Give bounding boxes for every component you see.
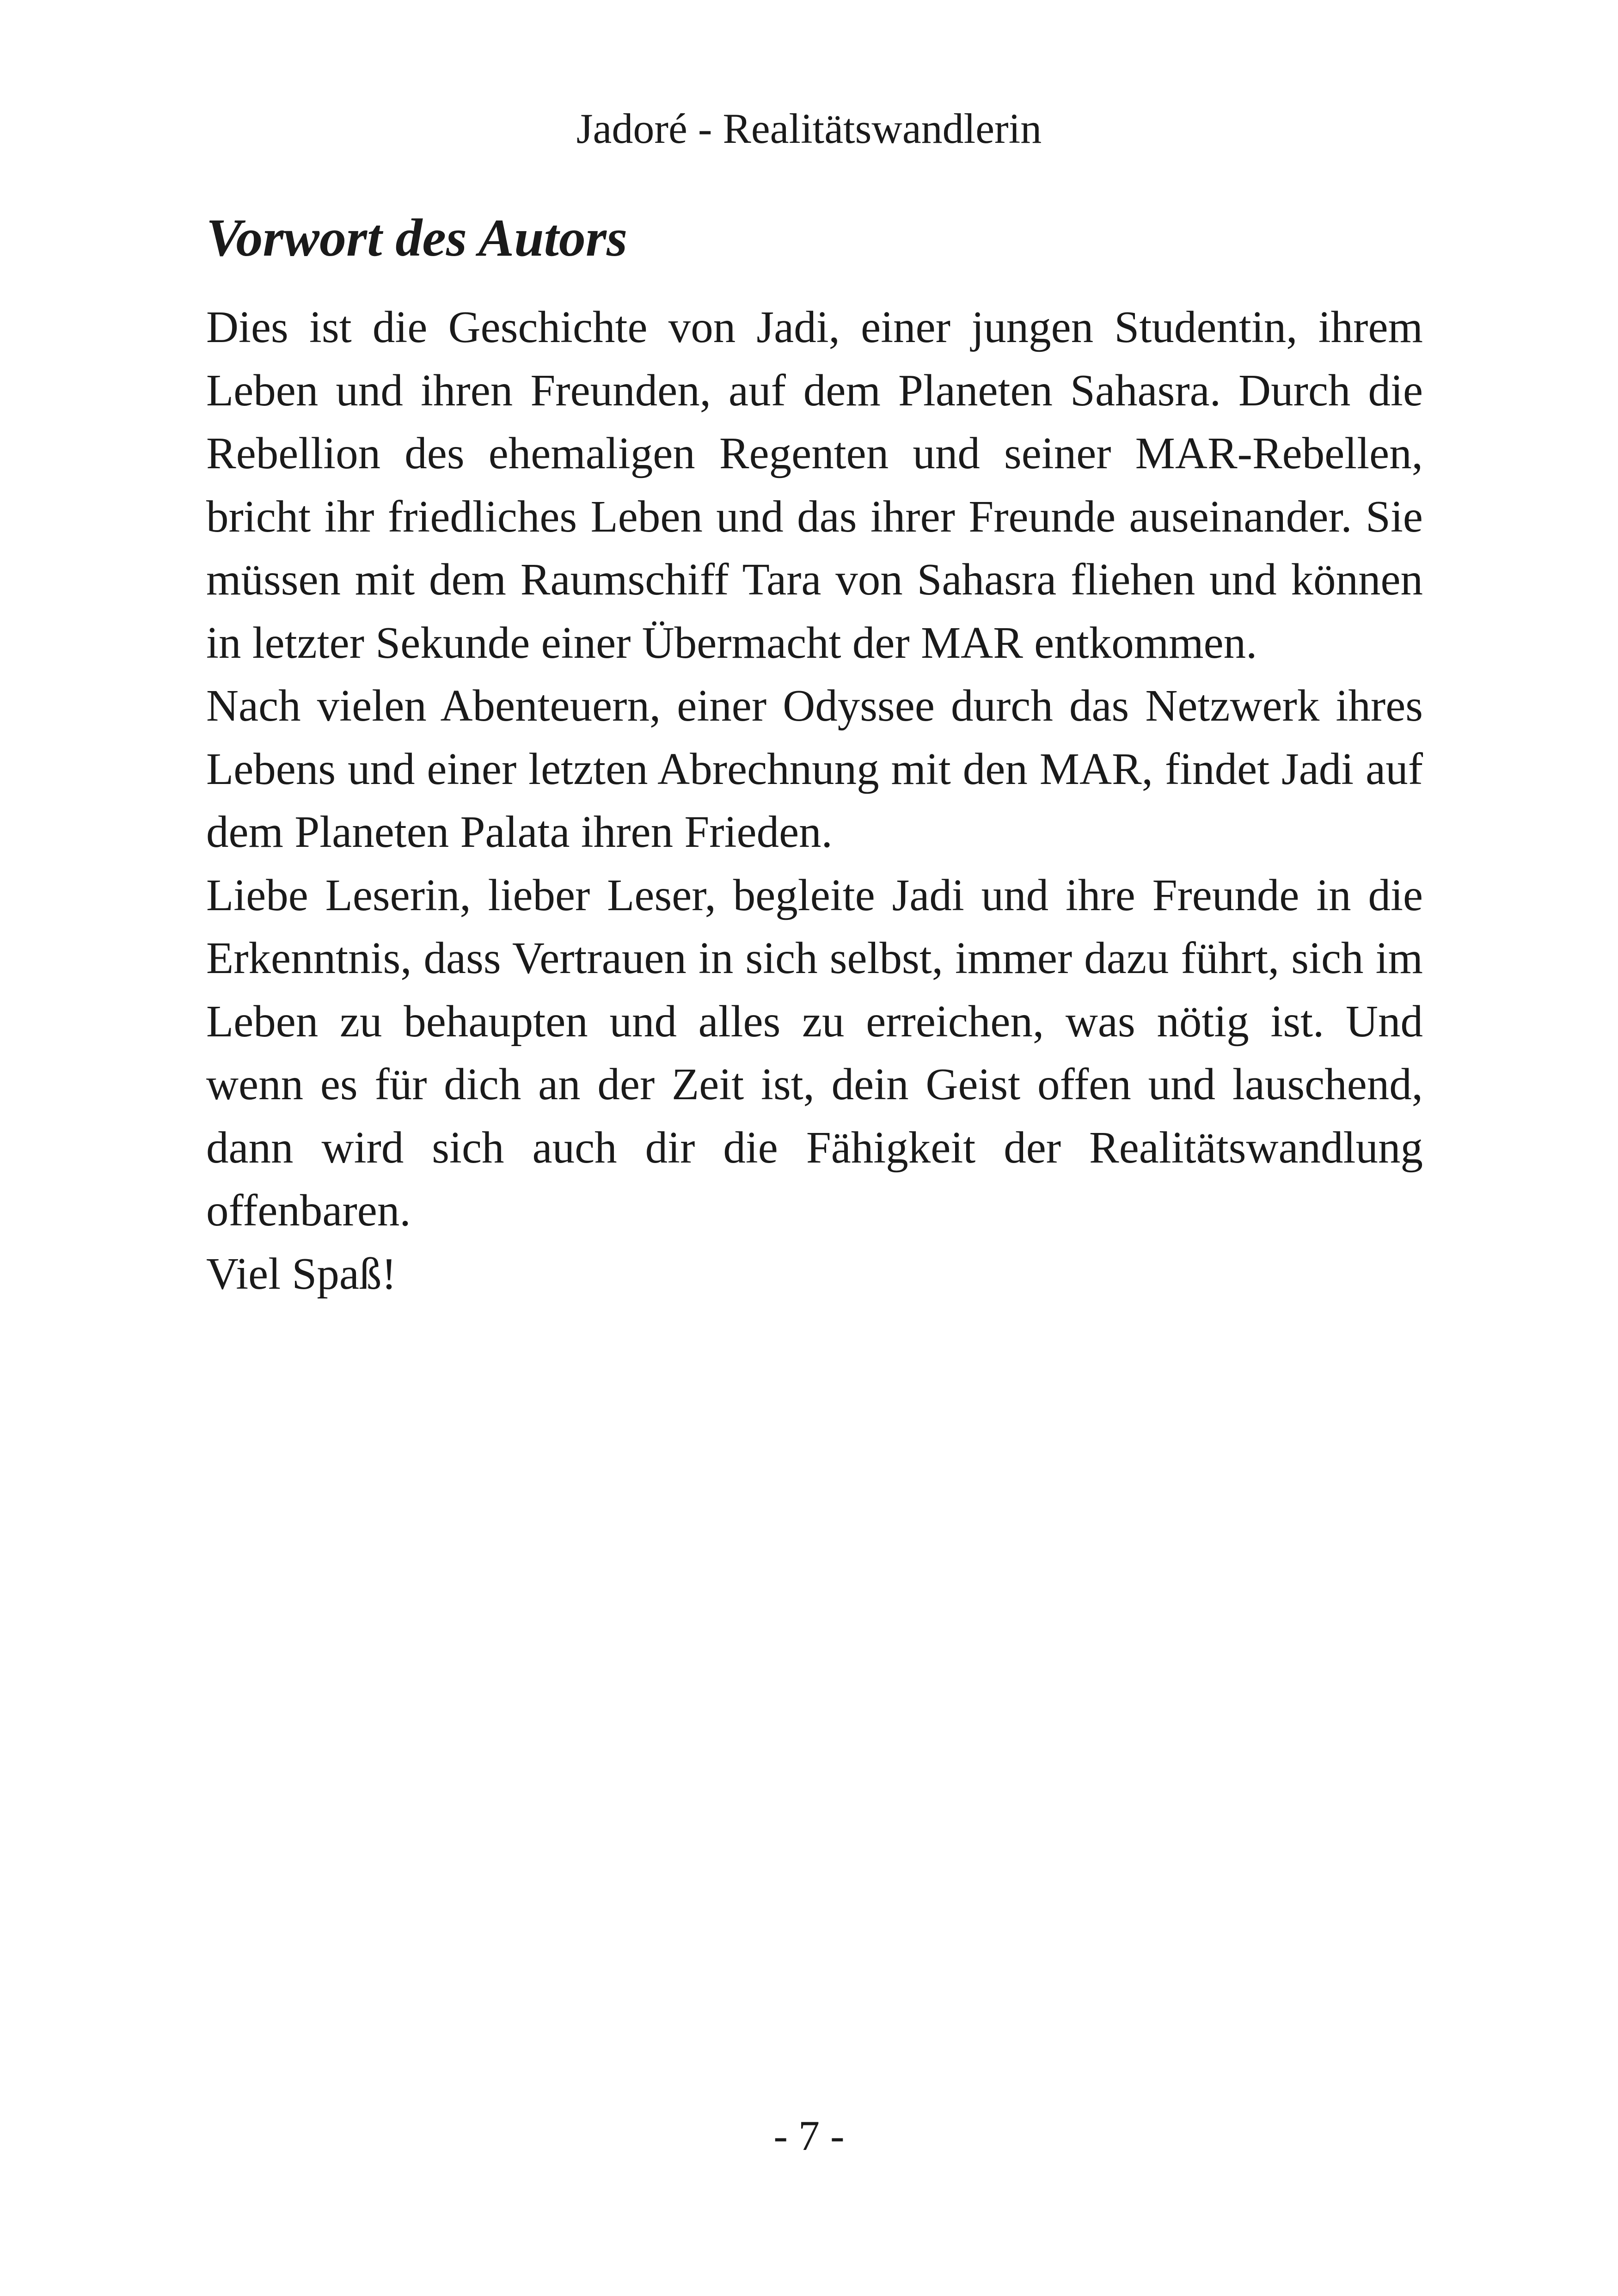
paragraph: Nach vielen Abenteuern, einer Odyssee durch das Netzwerk ihres Lebens und einer letzten Abrechnung mit den MAR, findet Jadi auf dem Planeten Palata ihren Frieden. (206, 681, 1423, 857)
paragraph: Viel Spaß! (206, 1249, 397, 1298)
body-text (206, 296, 1423, 1305)
running-header: Jadoré - Realitätswandlerin (576, 105, 1042, 152)
paragraph: Liebe Leserin, lieber Leser, begleite Jadi und ihre Freunde in die Erkenntnis, dass Vertrauen in sich selbst, immer dazu führt, sich im Leben zu behaupten und alles zu erreichen, was nötig ist. Und wenn es für dich an der Zeit ist, dein Geist offen und lauschend, dann wird sich auch dir die Fähigkeit der Realitätswandlung offenbaren. (206, 870, 1423, 1235)
page-number: - 7 - (773, 2112, 845, 2159)
paragraph: Dies ist die Geschichte von Jadi, einer jungen Studentin, ihrem Leben und ihren Freunden, auf dem Planeten Sahasra. Durch die Rebellion des ehemaligen Regenten und seiner MAR-Rebellen, bricht ihr friedliches Leben und das ihrer Freunde auseinander. Sie müssen mit dem Raumschiff Tara von Sahasra fliehen und können in letzter Sekunde einer Übermacht der MAR entkommen. (206, 302, 1423, 667)
chapter-title: Vorwort des Autors (206, 208, 628, 268)
